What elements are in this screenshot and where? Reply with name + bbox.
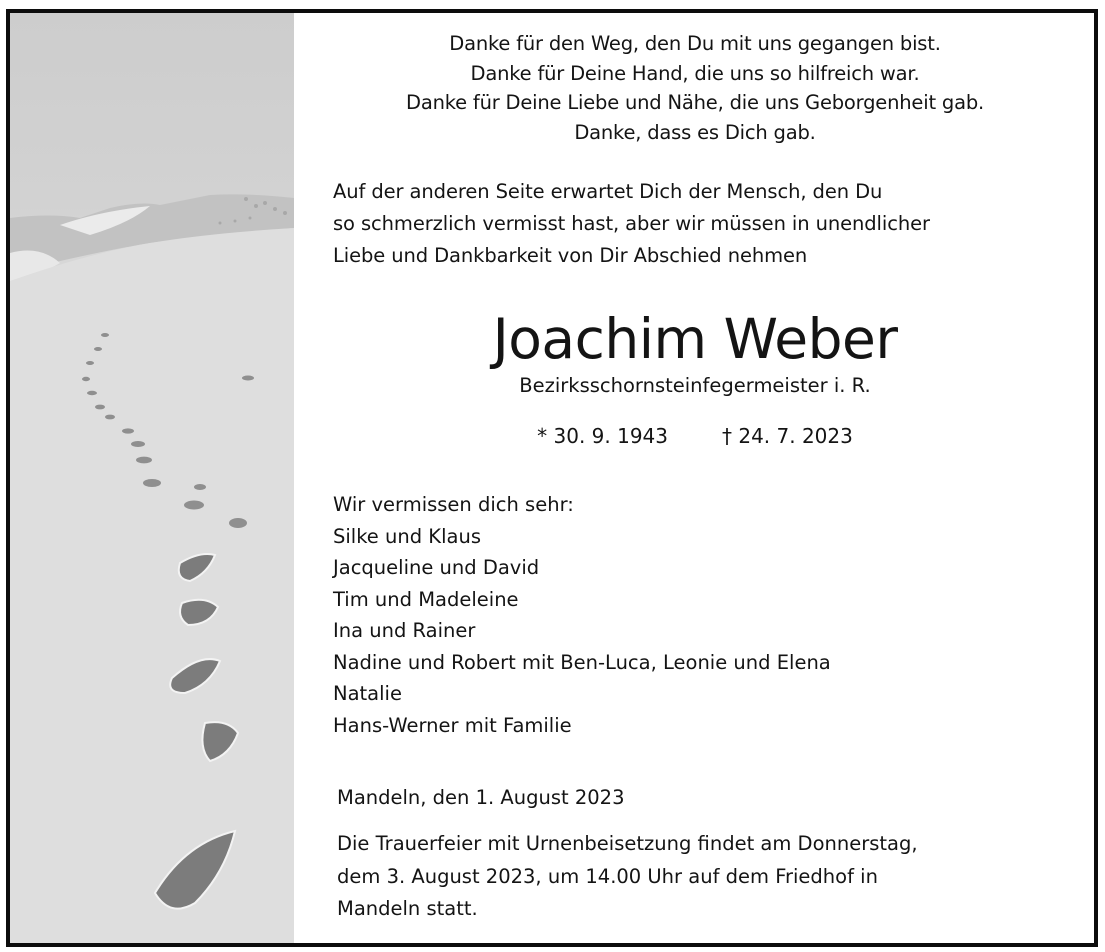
family-member: Hans-Werner mit Familie — [333, 713, 572, 737]
funeral-line: Mandeln statt. — [337, 897, 478, 920]
funeral-line: Die Trauerfeier mit Urnenbeisetzung findet am Donnerstag, — [337, 832, 918, 855]
family-member: Silke und Klaus — [333, 524, 481, 548]
poem-line: Danke, dass es Dich gab. — [574, 120, 816, 144]
poem-stanza — [300, 29, 1090, 147]
poem-line: Danke für Deine Liebe und Nähe, die uns Geborgenheit gab. — [406, 91, 984, 114]
footprints-icon — [10, 13, 294, 943]
poem-line: Danke für Deine Hand, die uns so hilfreich war. — [470, 61, 920, 85]
funeral-line: dem 3. August 2023, um 14.00 Uhr auf dem Friedhof in — [337, 864, 878, 888]
deceased-name: Joachim Weber — [492, 307, 898, 371]
place-date: Mandeln, den 1. August 2023 — [337, 786, 625, 809]
intro-line: Liebe und Dankbarkeit von Dir Abschied nehmen — [333, 244, 808, 267]
poem-line: Danke für den Weg, den Du mit uns gegangen bist. — [449, 32, 941, 55]
occupation: Bezirksschornsteinfegermeister i. R. — [519, 374, 871, 397]
family-member: Tim und Madeleine — [333, 587, 519, 611]
intro-line: Auf der anderen Seite erwartet Dich der Mensch, den Du — [333, 180, 883, 203]
death-date: † 24. 7. 2023 — [722, 424, 853, 448]
family-member: Nadine und Robert mit Ben-Luca, Leonie und Elena — [333, 650, 831, 674]
footprints-in-snow-photo — [10, 13, 294, 943]
life-dates — [300, 420, 1090, 452]
intro-paragraph — [333, 176, 930, 272]
family-heading: Wir vermissen dich sehr: — [333, 493, 574, 516]
funeral-info — [337, 828, 918, 926]
family-member: Ina und Rainer — [333, 619, 476, 642]
family-member: Jacqueline und David — [333, 556, 540, 579]
intro-line: so schmerzlich vermisst hast, aber wir müssen in unendlicher — [333, 212, 930, 235]
family-member: Natalie — [333, 682, 402, 705]
birth-date: * 30. 9. 1943 — [537, 424, 668, 448]
family-list — [333, 489, 831, 741]
